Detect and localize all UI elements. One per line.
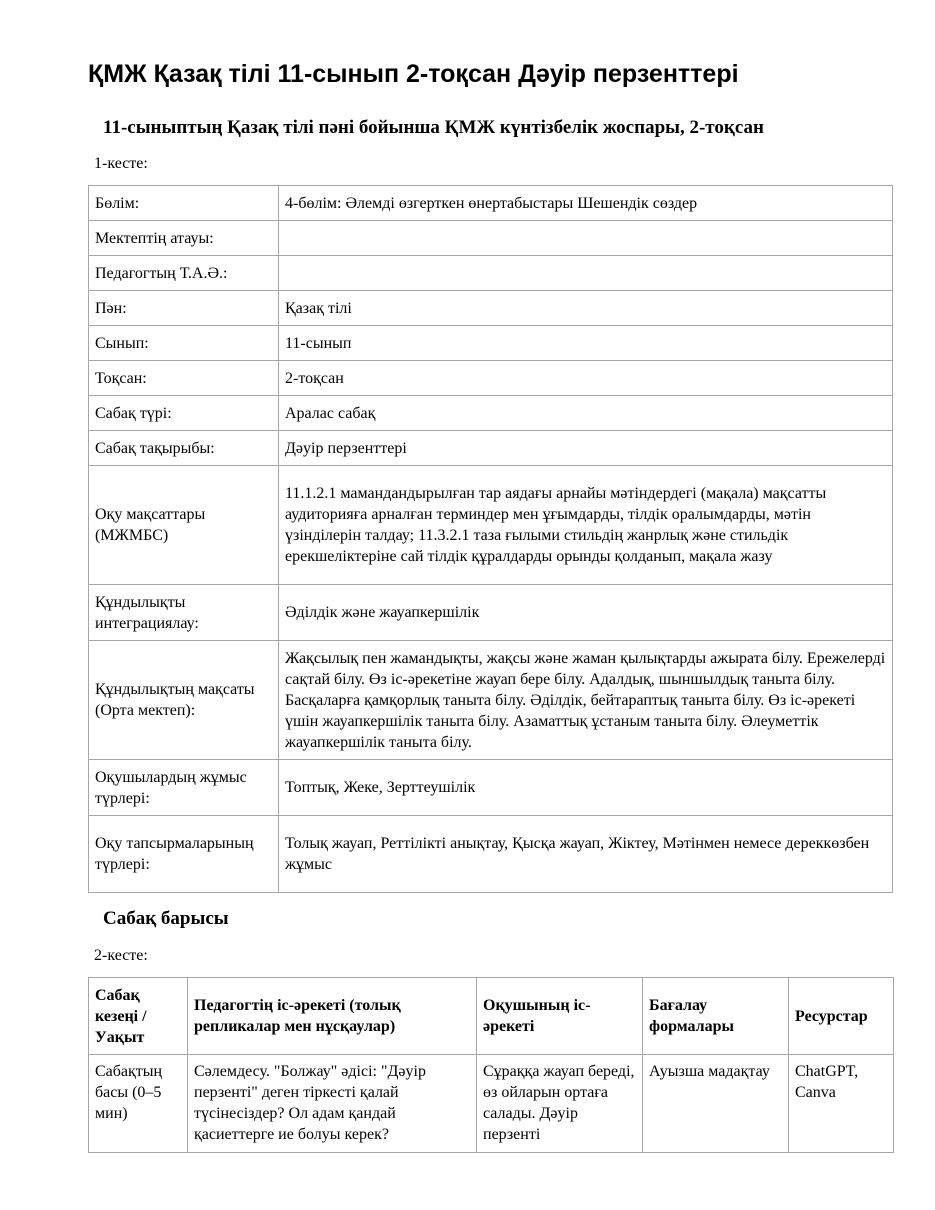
cell-resources: ChatGPT, Canva	[789, 1055, 894, 1153]
cell-teacher: Сәлемдесу. "Болжау" әдісі: "Дәуір перзенті" деген тіркесті қалай түсінесіздер? Ол адам қандай қасиеттерге ие болуы керек?	[188, 1055, 477, 1153]
table-row	[89, 361, 893, 396]
table-row	[89, 186, 893, 221]
row-value: Дәуір перзенттері	[279, 431, 893, 466]
row-value: 2-тоқсан	[279, 361, 893, 396]
row-value: 11.1.2.1 мамандандырылған тар аядағы арнайы мәтіндердегі (мақала) мақсатты аудиторияға арналған терминдер мен ұғымдарды, тілдік оралымдарды, мәтін үзінділерін талдау; 11.3.2.1 таза ғылыми стильдің жанрлық және стильдік ерекшеліктеріне сай тілдік құралдарды орынды қолданып, мақала жазу	[279, 466, 893, 585]
column-header-student: Оқушының іс-әрекеті	[477, 978, 643, 1055]
row-value	[279, 221, 893, 256]
row-label: Пән:	[89, 291, 279, 326]
column-header-teacher: Педагогтің іс-әрекеті (толық репликалар мен нұсқаулар)	[188, 978, 477, 1055]
table-row	[89, 585, 893, 641]
row-label: Құндылықты интеграциялау:	[89, 585, 279, 641]
row-value: 11-сынып	[279, 326, 893, 361]
table-row	[89, 1055, 894, 1153]
lesson-progress-table	[88, 977, 894, 1153]
row-label: Сабақ тақырыбы:	[89, 431, 279, 466]
table-row	[89, 291, 893, 326]
table2-caption: 2-кесте:	[94, 947, 148, 964]
table-row	[89, 221, 893, 256]
row-value: Жақсылық пен жамандықты, жақсы және жаман қылықтарды ажырата білу. Ережелерді сақтай білу. Өз іс-әрекетіне жауап бере білу. Адалдық, шыншылдық таныта білу. Басқаларға қамқорлық таныта білу. Әділдік, бейтараптық таныта білу. Өз іс-әрекеті үшін жауапкершілік таныта білу. Азаматтық ұстаным таныта білу. Әлеуметтік жауапкершілік таныта білу.	[279, 641, 893, 760]
row-value: Қазақ тілі	[279, 291, 893, 326]
table-header-row	[89, 978, 894, 1055]
cell-assessment: Ауызша мадақтау	[643, 1055, 789, 1153]
row-label: Сынып:	[89, 326, 279, 361]
lesson-progress-heading: Сабақ барысы	[103, 908, 229, 929]
lesson-info-table	[88, 185, 893, 893]
table-row	[89, 396, 893, 431]
table-row	[89, 326, 893, 361]
table-row	[89, 816, 893, 893]
table-row	[89, 760, 893, 816]
row-label: Мектептің атауы:	[89, 221, 279, 256]
row-label: Педагогтың Т.А.Ә.:	[89, 256, 279, 291]
table1-caption: 1-кесте:	[94, 155, 148, 172]
row-label: Оқу тапсырмаларының түрлері:	[89, 816, 279, 893]
row-label: Оқу мақсаттары (МЖМБС)	[89, 466, 279, 585]
document-title: ҚМЖ Қазақ тілі 11-сынып 2-тоқсан Дәуір перзенттері	[88, 60, 739, 88]
row-value: Аралас сабақ	[279, 396, 893, 431]
row-label: Бөлім:	[89, 186, 279, 221]
cell-student: Сұраққа жауап береді, өз ойларын ортаға салады. Дәуір перзенті	[477, 1055, 643, 1153]
row-value: Әділдік және жауапкершілік	[279, 585, 893, 641]
table-row	[89, 641, 893, 760]
row-label: Сабақ түрі:	[89, 396, 279, 431]
column-header-assessment: Бағалау формалары	[643, 978, 789, 1055]
column-header-stage: Сабақ кезеңі / Уақыт	[89, 978, 188, 1055]
row-label: Оқушылардың жұмыс түрлері:	[89, 760, 279, 816]
row-label: Тоқсан:	[89, 361, 279, 396]
table-row	[89, 256, 893, 291]
plan-subtitle: 11-сыныптың Қазақ тілі пәні бойынша ҚМЖ күнтізбелік жоспары, 2-тоқсан	[103, 117, 764, 138]
table-row	[89, 466, 893, 585]
row-value: Топтық, Жеке, Зерттеушілік	[279, 760, 893, 816]
column-header-resources: Ресурстар	[789, 978, 894, 1055]
row-value: Толық жауап, Реттілікті анықтау, Қысқа жауап, Жіктеу, Мәтінмен немесе дереккөзбен жұмыс	[279, 816, 893, 893]
cell-stage: Сабақтың басы (0–5 мин)	[89, 1055, 188, 1153]
row-value	[279, 256, 893, 291]
row-label: Құндылықтың мақсаты (Орта мектеп):	[89, 641, 279, 760]
table-row	[89, 431, 893, 466]
row-value: 4-бөлім: Әлемді өзгерткен өнертабыстары Шешендік сөздер	[279, 186, 893, 221]
